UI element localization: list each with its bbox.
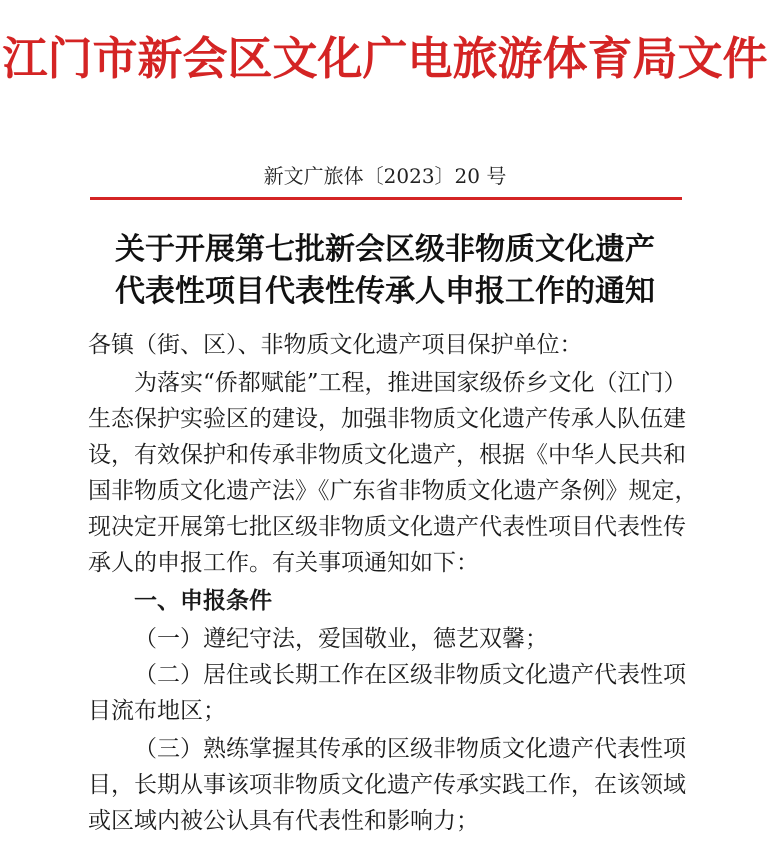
red-divider-line	[90, 197, 682, 200]
paragraph-line: 现决定开展第七批区级非物质文化遗产代表性项目代表性传	[88, 514, 686, 540]
paragraph-line: 承人的申报工作。有关事项通知如下：	[88, 550, 479, 576]
paragraph-line: 设，有效保护和传承非物质文化遗产，根据《中华人民共和	[88, 442, 686, 468]
paragraph-line: 为落实“侨都赋能”工程，推进国家级侨乡文化（江门）	[134, 370, 687, 396]
paragraph-line: 生态保护实验区的建设，加强非物质文化遗产传承人队伍建	[88, 406, 686, 432]
list-item-continuation: 目，长期从事该项非物质文化遗产传承实践工作，在该领域	[88, 772, 686, 798]
notice-title-line-2: 代表性项目代表性传承人申报工作的通知	[115, 274, 655, 309]
list-item: （二）居住或长期工作在区级非物质文化遗产代表性项	[134, 662, 686, 688]
org-header-title: 江门市新会区文化广电旅游体育局文件	[2, 32, 768, 85]
list-item-continuation: 目流布地区；	[88, 698, 226, 724]
list-item-continuation: 或区域内被公认具有代表性和影响力；	[88, 808, 479, 834]
document-number: 新文广旅体〔2023〕20 号	[263, 164, 507, 188]
section-heading: 一、申报条件	[134, 588, 272, 614]
list-item: （一）遵纪守法，爱国敬业，德艺双馨；	[134, 626, 548, 652]
list-item: （三）熟练掌握其传承的区级非物质文化遗产代表性项	[134, 736, 686, 762]
notice-title-line-1: 关于开展第七批新会区级非物质文化遗产	[115, 232, 655, 267]
salutation: 各镇（街、区）、非物质文化遗产项目保护单位：	[88, 332, 583, 358]
paragraph-line: 国非物质文化遗产法》《广东省非物质文化遗产条例》规定，	[88, 478, 698, 504]
